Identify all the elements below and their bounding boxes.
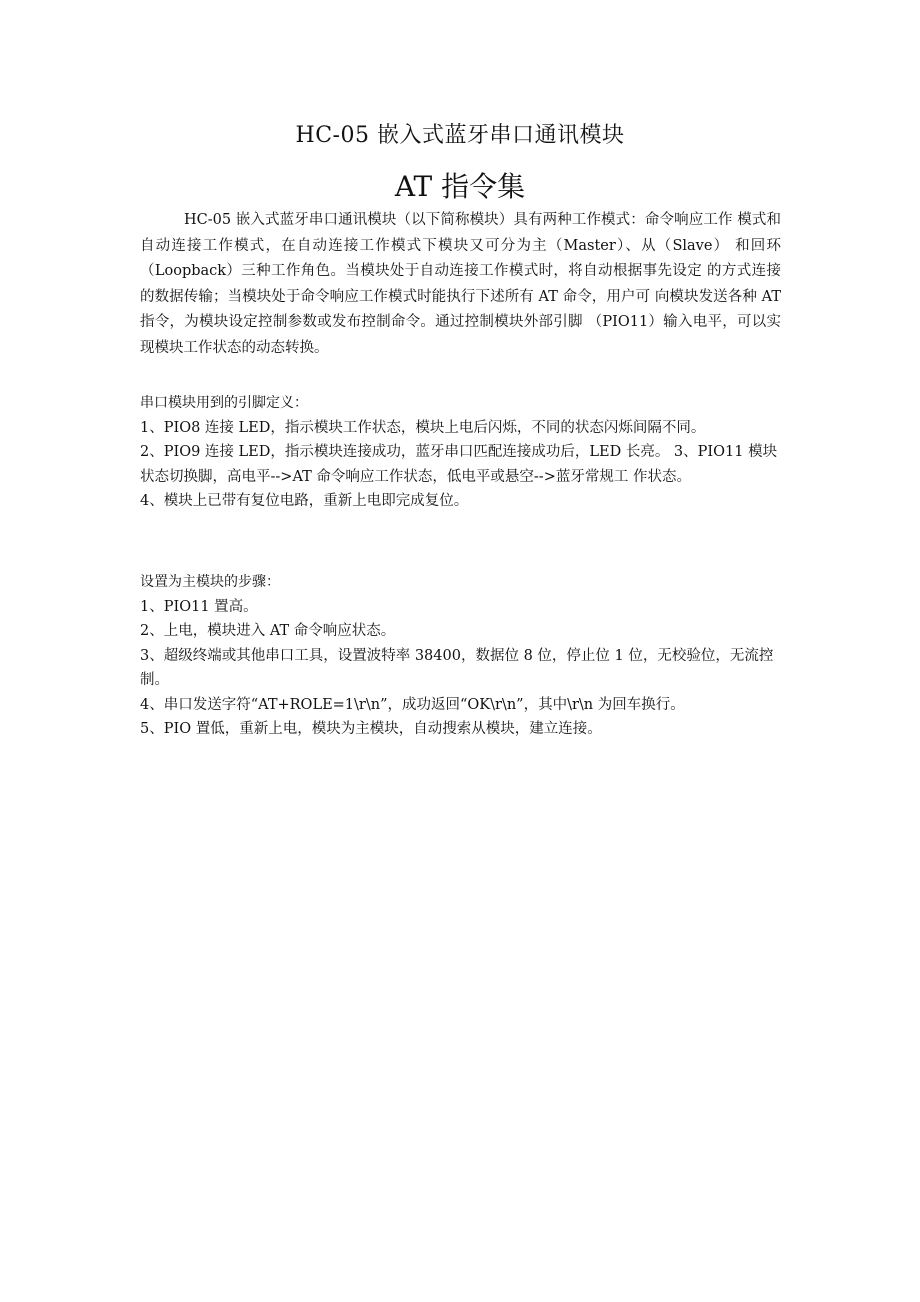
pin-item-3: 4、模块上已带有复位电路，重新上电即完成复位。	[140, 493, 469, 510]
intro-paragraph: HC-05 嵌入式蓝牙串口通讯模块（以下简称模块）具有两种工作模式：命令响应工作 模式和自动连接工作模式，在自动连接工作模式下模块又可分为主（Master）、从（Slave） 和回环（Loopback）三种工作角色。当模块处于自动连接工作模式时，将自动根据事先设定 的方式连接的数据传输；当模块处于命令响应工作模式时能执行下述所有 AT 命令，用户可 向模块发送各种 AT 指令，为模块设定控制参数或发布控制命令。通过控制模块外部引脚 （PIO11）输入电平，可以实现模块工作状态的动态转换。	[140, 212, 781, 356]
pin-definition-section	[140, 391, 781, 514]
master-setup-section	[140, 570, 781, 741]
document-title: HC-05 嵌入式蓝牙串口通讯模块	[295, 123, 625, 148]
pin-definition-heading: 串口模块用到的引脚定义：	[140, 395, 308, 411]
master-step-5: 5、PIO 置低，重新上电，模块为主模块，自动搜索从模块，建立连接。	[140, 721, 602, 738]
master-step-4: 4、串口发送字符“AT+ROLE=1\r\n”，成功返回“OK\r\n”，其中\r\n 为回车换行。	[140, 696, 685, 713]
master-setup-heading: 设置为主模块的步骤：	[140, 574, 280, 590]
document-subtitle: AT 指令集	[394, 170, 526, 203]
pin-item-2: 2、PIO9 连接 LED，指示模块连接成功，蓝牙串口匹配连接成功后，LED 长亮。 3、PIO11 模块状态切换脚，高电平-->AT 命令响应工作状态，低电平或悬空-->蓝牙常规工 作状态。	[140, 444, 778, 485]
master-step-2: 2、上电，模块进入 AT 命令响应状态。	[140, 623, 396, 640]
master-step-3: 3、超级终端或其他串口工具，设置波特率 38400，数据位 8 位，停止位 1 位，无校验位，无流控制。	[140, 647, 774, 689]
pin-item-1: 1、PIO8 连接 LED，指示模块工作状态，模块上电后闪烁，不同的状态闪烁间隔不同。	[140, 420, 706, 436]
master-step-1: 1、PIO11 置高。	[140, 599, 258, 615]
